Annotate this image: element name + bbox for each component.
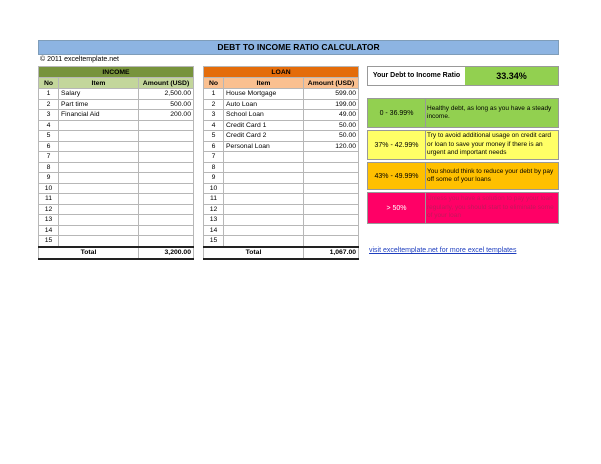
loan-row-number: 3 [204, 110, 224, 121]
loan-amount-cell[interactable] [304, 225, 359, 236]
income-amount-cell[interactable] [139, 120, 194, 131]
income-total-label: Total [39, 247, 139, 259]
loan-item-cell[interactable] [224, 215, 304, 226]
loan-row [204, 173, 359, 184]
income-row [39, 99, 194, 110]
legend-healthy [367, 98, 559, 128]
income-item-cell[interactable] [59, 183, 139, 194]
income-amount-cell[interactable] [139, 152, 194, 163]
loan-amount-cell[interactable]: 120.00 [304, 141, 359, 152]
loan-row [204, 225, 359, 236]
income-amount-cell[interactable] [139, 194, 194, 205]
income-item-cell[interactable] [59, 162, 139, 173]
income-col-no: No [39, 78, 59, 89]
loan-row-number: 12 [204, 204, 224, 215]
loan-row [204, 141, 359, 152]
loan-amount-cell[interactable] [304, 162, 359, 173]
income-amount-cell[interactable] [139, 162, 194, 173]
income-item-cell[interactable] [59, 141, 139, 152]
income-row [39, 141, 194, 152]
legend-warning [367, 162, 559, 190]
income-amount-cell[interactable] [139, 225, 194, 236]
income-row-number: 13 [39, 215, 59, 226]
income-row-number: 6 [39, 141, 59, 152]
income-item-cell[interactable]: Salary [59, 89, 139, 100]
income-col-item: Item [59, 78, 139, 89]
loan-amount-cell[interactable] [304, 152, 359, 163]
income-amount-cell[interactable] [139, 173, 194, 184]
income-amount-cell[interactable]: 2,500.00 [139, 89, 194, 100]
legend-caution [367, 130, 559, 160]
income-row [39, 162, 194, 173]
loan-item-cell[interactable]: House Mortgage [224, 89, 304, 100]
income-amount-cell[interactable]: 200.00 [139, 110, 194, 121]
loan-item-cell[interactable] [224, 152, 304, 163]
legend-description: You should think to reduce your debt by pay off some of your loans [427, 167, 554, 183]
income-item-cell[interactable] [59, 152, 139, 163]
loan-row-number: 1 [204, 89, 224, 100]
loan-row [204, 89, 359, 100]
loan-amount-cell[interactable] [304, 183, 359, 194]
calculator-title: DEBT TO INCOME RATIO CALCULATOR [38, 40, 559, 55]
loan-row-number: 5 [204, 131, 224, 142]
loan-amount-cell[interactable]: 50.00 [304, 120, 359, 131]
income-item-cell[interactable] [59, 225, 139, 236]
income-row-number: 3 [39, 110, 59, 121]
income-row-number: 10 [39, 183, 59, 194]
income-total-row [39, 247, 194, 259]
income-amount-cell[interactable] [139, 215, 194, 226]
income-amount-cell[interactable] [139, 131, 194, 142]
income-row [39, 236, 194, 247]
income-row [39, 152, 194, 163]
loan-row [204, 131, 359, 142]
income-item-cell[interactable] [59, 236, 139, 247]
income-item-cell[interactable]: Financial Aid [59, 110, 139, 121]
income-row-number: 8 [39, 162, 59, 173]
loan-item-cell[interactable]: Credit Card 2 [224, 131, 304, 142]
income-row [39, 131, 194, 142]
income-row-number: 1 [39, 89, 59, 100]
loan-row [204, 236, 359, 247]
loan-item-cell[interactable] [224, 183, 304, 194]
loan-amount-cell[interactable] [304, 194, 359, 205]
income-item-cell[interactable] [59, 120, 139, 131]
income-item-cell[interactable] [59, 215, 139, 226]
loan-row [204, 183, 359, 194]
income-item-cell[interactable] [59, 194, 139, 205]
legend-danger [367, 192, 559, 224]
loan-row-number: 15 [204, 236, 224, 247]
loan-amount-cell[interactable]: 599.00 [304, 89, 359, 100]
ratio-value[interactable]: 33.34% [465, 67, 558, 85]
income-header: INCOME [39, 67, 194, 78]
loan-col-no: No [204, 78, 224, 89]
loan-item-cell[interactable]: Credit Card 1 [224, 120, 304, 131]
loan-row [204, 110, 359, 121]
loan-row-number: 6 [204, 141, 224, 152]
income-row [39, 204, 194, 215]
loan-amount-cell[interactable]: 50.00 [304, 131, 359, 142]
loan-row [204, 99, 359, 110]
legend-description: Healthy debt, as long as you have a steady income. [427, 104, 552, 120]
loan-col-amount: Amount (USD) [304, 78, 359, 89]
loan-col-item: Item [224, 78, 304, 89]
income-total-value: 3,200.00 [139, 247, 194, 259]
loan-total-label: Total [204, 247, 304, 259]
more-templates-link[interactable]: visit exceltemplate.net for more excel templates [369, 247, 517, 254]
income-item-cell[interactable] [59, 204, 139, 215]
loan-row-number: 7 [204, 152, 224, 163]
loan-row [204, 194, 359, 205]
loan-row-number: 4 [204, 120, 224, 131]
loan-amount-cell[interactable]: 49.00 [304, 110, 359, 121]
income-row [39, 120, 194, 131]
loan-table [203, 66, 359, 260]
legend-description: Unless you have a solution to pay your loan regularly, you should start to eliminate some of your loan [427, 195, 554, 220]
loan-row [204, 120, 359, 131]
copyright-text: © 2011 exceltemplate.net [40, 56, 119, 63]
income-item-cell[interactable] [59, 131, 139, 142]
loan-row [204, 215, 359, 226]
loan-row-number: 13 [204, 215, 224, 226]
loan-row-number: 2 [204, 99, 224, 110]
loan-row [204, 162, 359, 173]
income-row [39, 89, 194, 100]
loan-row-number: 14 [204, 225, 224, 236]
loan-item-cell[interactable] [224, 194, 304, 205]
loan-row-number: 10 [204, 183, 224, 194]
loan-item-cell[interactable]: Personal Loan [224, 141, 304, 152]
loan-header: LOAN [204, 67, 359, 78]
income-row-number: 7 [39, 152, 59, 163]
loan-amount-cell[interactable]: 199.00 [304, 99, 359, 110]
income-row-number: 11 [39, 194, 59, 205]
loan-amount-cell[interactable] [304, 204, 359, 215]
loan-amount-cell[interactable] [304, 173, 359, 184]
loan-item-cell[interactable] [224, 204, 304, 215]
loan-row [204, 152, 359, 163]
legend-range: 37% - 42.99% [368, 131, 426, 159]
ratio-label: Your Debt to Income Ratio [368, 67, 466, 85]
ratio-result-box [367, 66, 559, 86]
loan-item-cell[interactable] [224, 225, 304, 236]
income-row-number: 5 [39, 131, 59, 142]
loan-row [204, 204, 359, 215]
loan-total-row [204, 247, 359, 259]
loan-item-cell[interactable]: Auto Loan [224, 99, 304, 110]
legend-range: 0 - 36.99% [368, 99, 426, 127]
income-item-cell[interactable]: Part time [59, 99, 139, 110]
income-row-number: 2 [39, 99, 59, 110]
income-row [39, 173, 194, 184]
income-row-number: 9 [39, 173, 59, 184]
loan-row-number: 8 [204, 162, 224, 173]
loan-total-value: 1,067.00 [304, 247, 359, 259]
income-row [39, 110, 194, 121]
loan-item-cell[interactable] [224, 236, 304, 247]
legend-range: > 50% [368, 193, 426, 223]
income-row-number: 4 [39, 120, 59, 131]
loan-item-cell[interactable] [224, 173, 304, 184]
income-amount-cell[interactable]: 500.00 [139, 99, 194, 110]
loan-row-number: 9 [204, 173, 224, 184]
loan-item-cell[interactable] [224, 162, 304, 173]
income-item-cell[interactable] [59, 173, 139, 184]
loan-amount-cell[interactable] [304, 215, 359, 226]
income-row [39, 183, 194, 194]
income-row [39, 225, 194, 236]
income-amount-cell[interactable] [139, 204, 194, 215]
legend-description: Try to avoid additional usage on credit card or loan to save your money if there is an urgent and important needs [427, 132, 552, 157]
income-amount-cell[interactable] [139, 236, 194, 247]
legend-range: 43% - 49.99% [368, 163, 426, 189]
loan-row-number: 11 [204, 194, 224, 205]
income-col-amount: Amount (USD) [139, 78, 194, 89]
income-amount-cell[interactable] [139, 141, 194, 152]
income-table [38, 66, 194, 260]
income-row-number: 15 [39, 236, 59, 247]
loan-amount-cell[interactable] [304, 236, 359, 247]
loan-item-cell[interactable]: School Loan [224, 110, 304, 121]
income-row-number: 12 [39, 204, 59, 215]
income-row [39, 194, 194, 205]
income-amount-cell[interactable] [139, 183, 194, 194]
income-row [39, 215, 194, 226]
income-row-number: 14 [39, 225, 59, 236]
